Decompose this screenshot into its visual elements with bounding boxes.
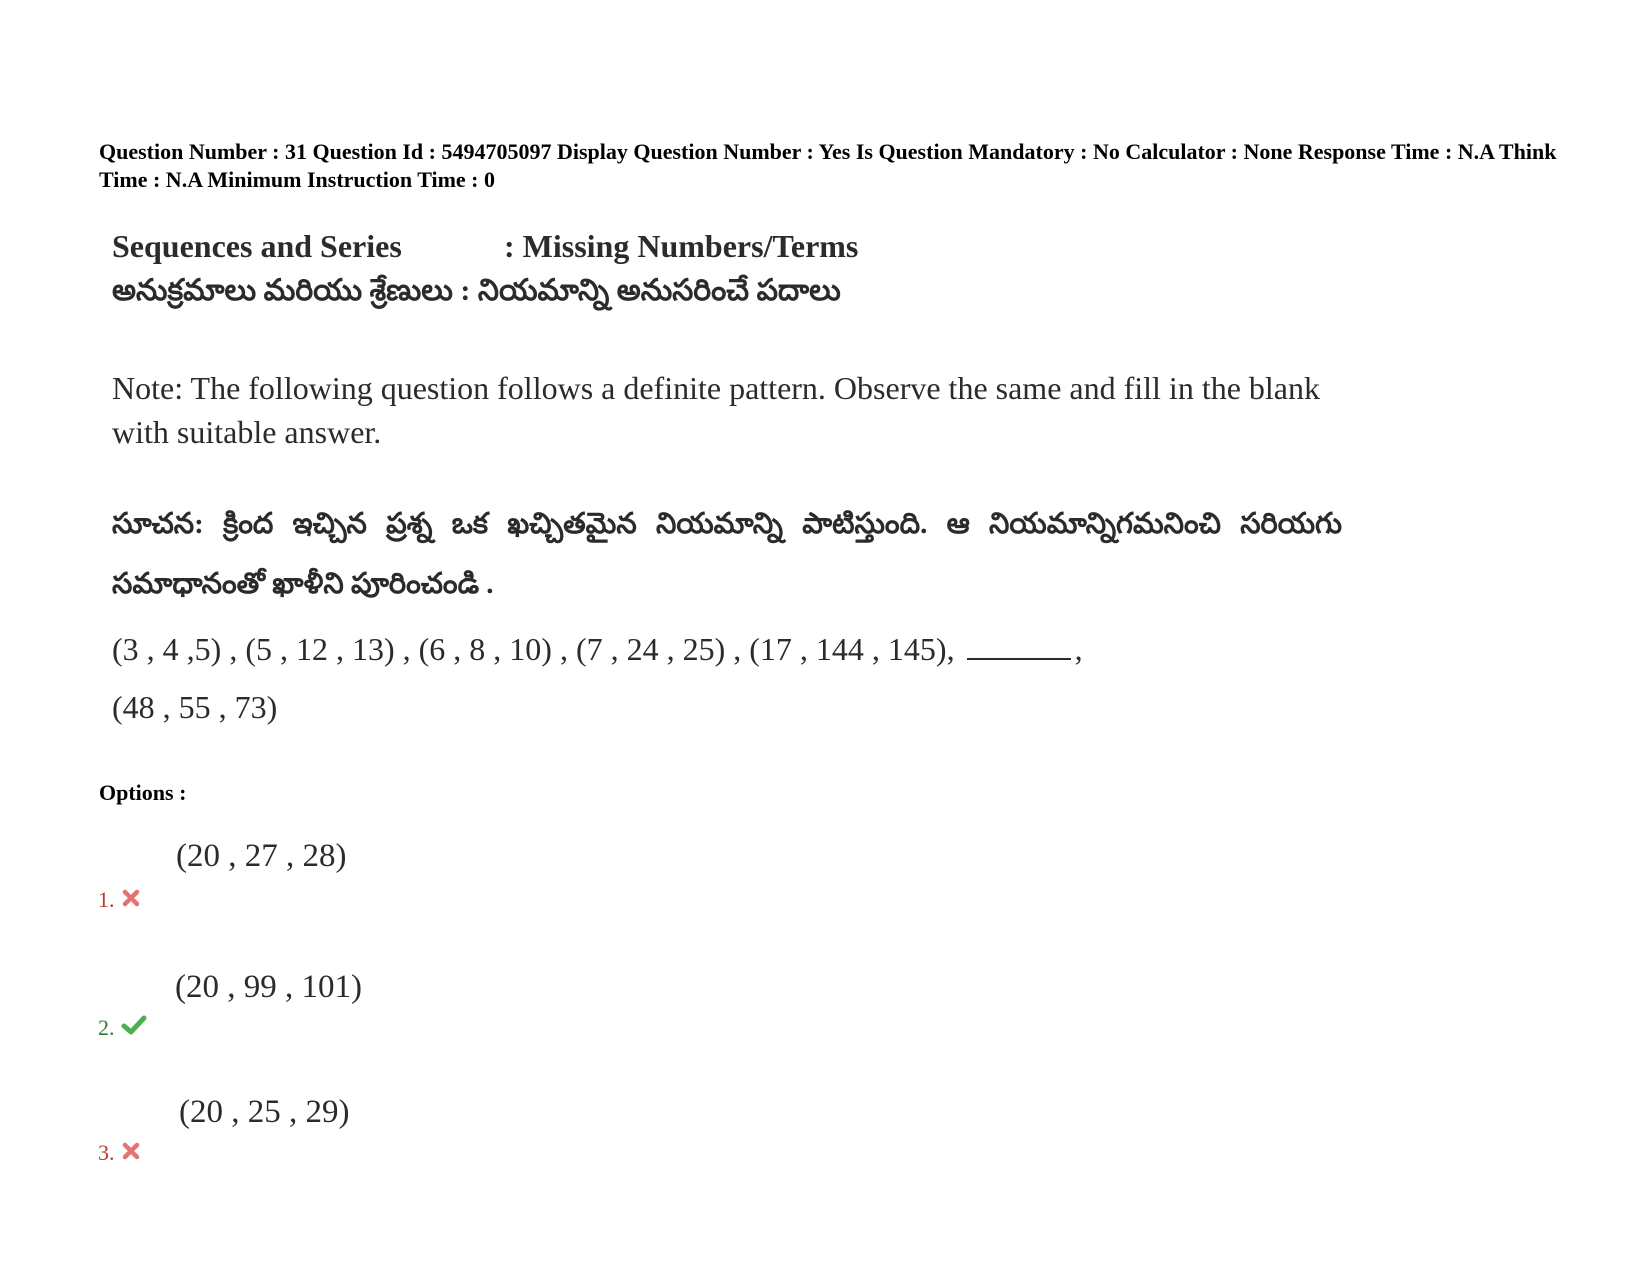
sequence-line1-end: , xyxy=(1074,631,1083,667)
option-2-text: (20 , 99 , 101) xyxy=(175,969,362,1005)
option-2 xyxy=(98,1015,147,1041)
note-en: Note: The following question follows a definite pattern. Observe the same and fill in the blank with suitable answer. xyxy=(112,370,1320,450)
options-label: Options : xyxy=(99,780,187,805)
option-2-number: 2. xyxy=(98,1015,115,1040)
cross-icon xyxy=(121,1140,141,1158)
option-3-number: 3. xyxy=(98,1140,115,1165)
category-row xyxy=(112,224,1342,268)
sequence-line2: (48 , 55 , 73) xyxy=(112,689,278,725)
option-1 xyxy=(98,887,141,913)
option-1-text: (20 , 27 , 28) xyxy=(176,838,347,874)
answer-blank xyxy=(967,628,1071,660)
question-meta: Question Number : 31 Question Id : 5494705097 Display Question Number : Yes Is Question Mandatory : No Calculator : None Response Time : N.A Think Time : N.A Minimum Instruction Time : 0 xyxy=(99,139,1557,192)
subcategory-en: : Missing Numbers/Terms xyxy=(504,228,859,264)
option-3-text: (20 , 25 , 29) xyxy=(179,1094,350,1130)
check-icon xyxy=(121,1015,147,1033)
sequence-line1: (3 , 4 ,5) , (5 , 12 , 13) , (6 , 8 , 10) , (7 , 24 , 25) , (17 , 144 , 145), xyxy=(112,631,955,667)
sequence xyxy=(112,620,1342,736)
cross-icon xyxy=(121,887,141,905)
question-body xyxy=(112,224,1342,736)
option-3 xyxy=(98,1140,141,1166)
category-te: అనుక్రమాలు మరియు శ్రేణులు : నియమాన్ని అనుసరించే పదాలు xyxy=(112,274,841,307)
note-te: సూచన: క్రింద ఇచ్చిన ప్రశ్న ఒక ఖచ్చితమైన నియమాన్ని పాటిస్తుంది. ఆ నియమాన్నిగమనించి సరియగు సమాధానంతో ఖాళీని పూరించండి . xyxy=(112,508,1342,600)
option-1-number: 1. xyxy=(98,887,115,912)
category-en: Sequences and Series xyxy=(112,228,402,264)
